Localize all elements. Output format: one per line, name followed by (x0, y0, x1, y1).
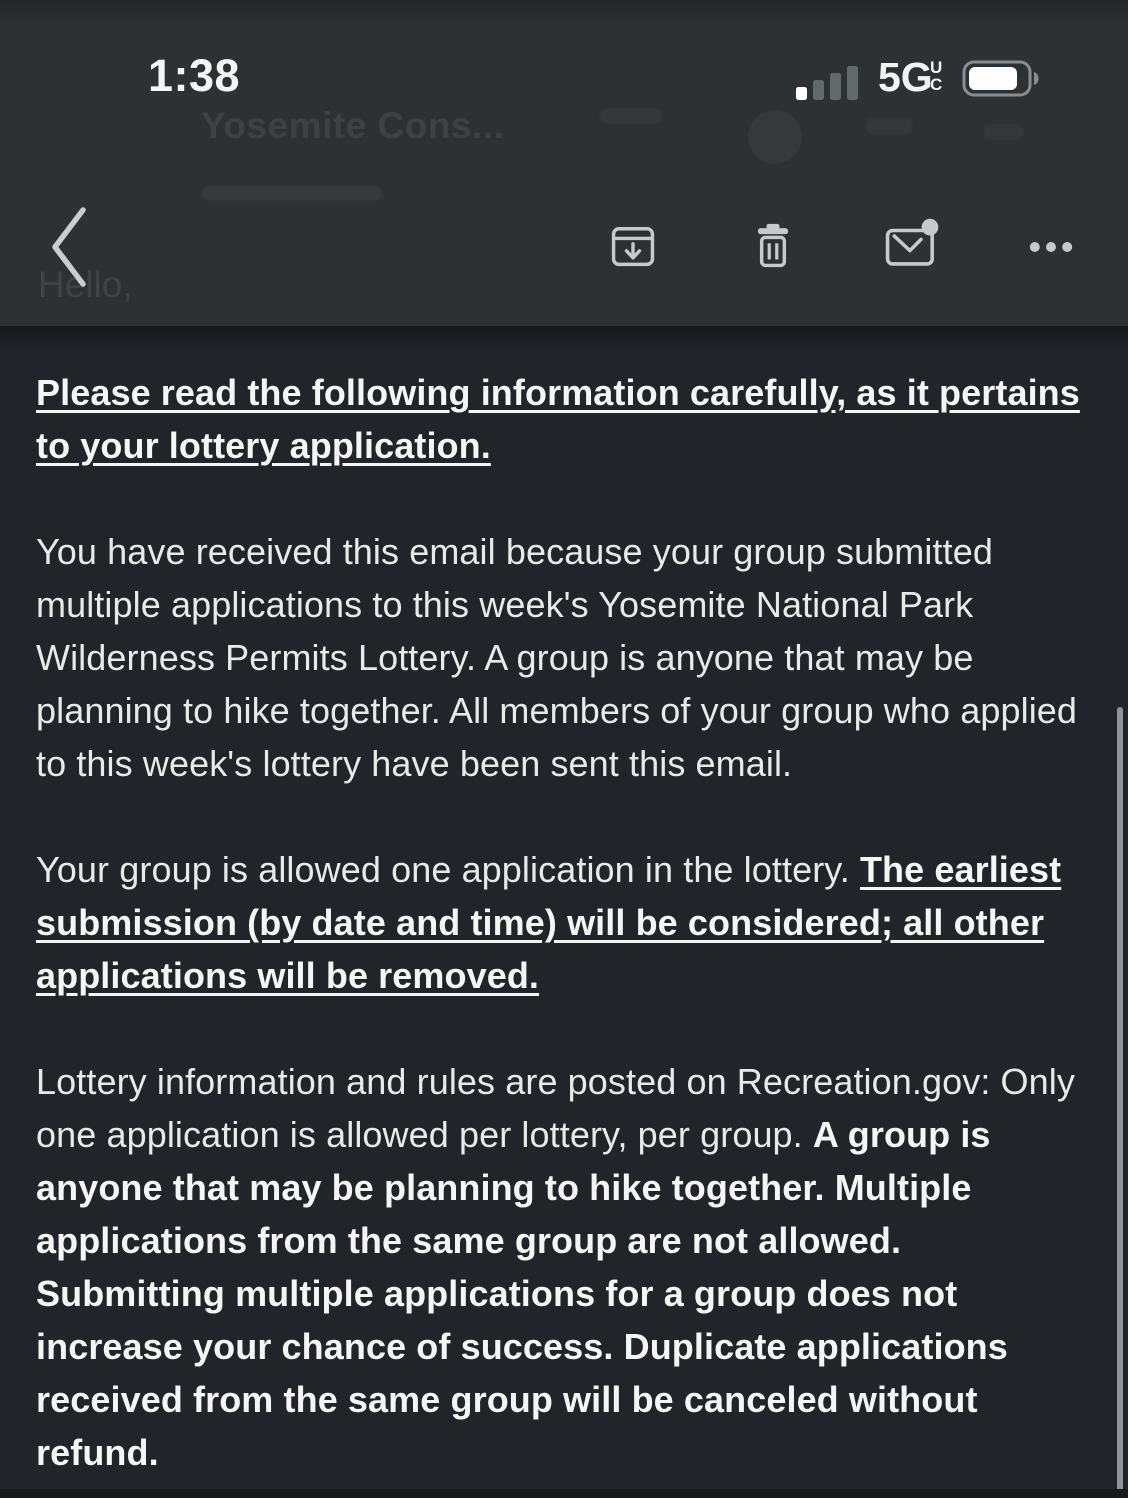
header-shadow (0, 326, 1128, 348)
more-icon (1024, 257, 1078, 272)
delete-button[interactable] (744, 218, 802, 276)
network-type-label: 5G (878, 54, 933, 100)
trash-icon (746, 261, 800, 276)
ghost-star-icon (866, 118, 912, 134)
ghost-menu-icon (984, 124, 1024, 140)
chevron-left-icon (47, 278, 93, 293)
mark-unread-button[interactable] (880, 215, 942, 277)
status-time: 1:38 (148, 50, 241, 101)
email-paragraph: You have received this email because your group submitted multiple applications to this week's Yosemite National Park Wilderness Permits Lottery. A group is anyone that may be planning to hike together. All members of your group who applied to this week's lottery have been sent this email. (36, 531, 1078, 784)
email-body (0, 326, 1128, 1498)
cellular-signal-icon (796, 62, 864, 100)
more-options-button[interactable] (1022, 224, 1080, 272)
email-paragraph: Please read the following information carefully, as it pertains to your lottery application. (36, 372, 1080, 466)
ghost-subject-line (202, 186, 382, 201)
bottom-edge (0, 1489, 1128, 1498)
archive-icon (606, 261, 660, 276)
back-button[interactable] (42, 204, 98, 292)
ghost-greeting-text: Hello, (38, 264, 133, 305)
mark-unread-icon (882, 262, 940, 277)
email-paragraph: Lottery information and rules are posted on Recreation.gov: Only one application is allowed per lottery, per group. A group is anyone that may be planning to hike together. Multiple applications from the same group are not allowed. Submitting multiple applications for a group does not increase your chance of success. Duplicate applications received from the same group will be canceled without refund. (36, 1061, 1075, 1473)
email-body-text (36, 366, 1086, 1498)
ghost-timestamp (600, 108, 662, 124)
archive-button[interactable] (604, 218, 662, 276)
ghost-sender-text: Yosemite Cons... (201, 105, 505, 146)
email-paragraph: Your group is allowed one application in the lottery. The earliest submission (by date and time) will be considered; all other applications will be removed. (36, 849, 1062, 996)
battery-icon (962, 60, 1044, 98)
scrollbar-thumb[interactable] (1117, 707, 1123, 1498)
email-header (0, 0, 1128, 326)
ghost-avatar (748, 110, 802, 164)
network-uc-label: U C (930, 58, 943, 94)
